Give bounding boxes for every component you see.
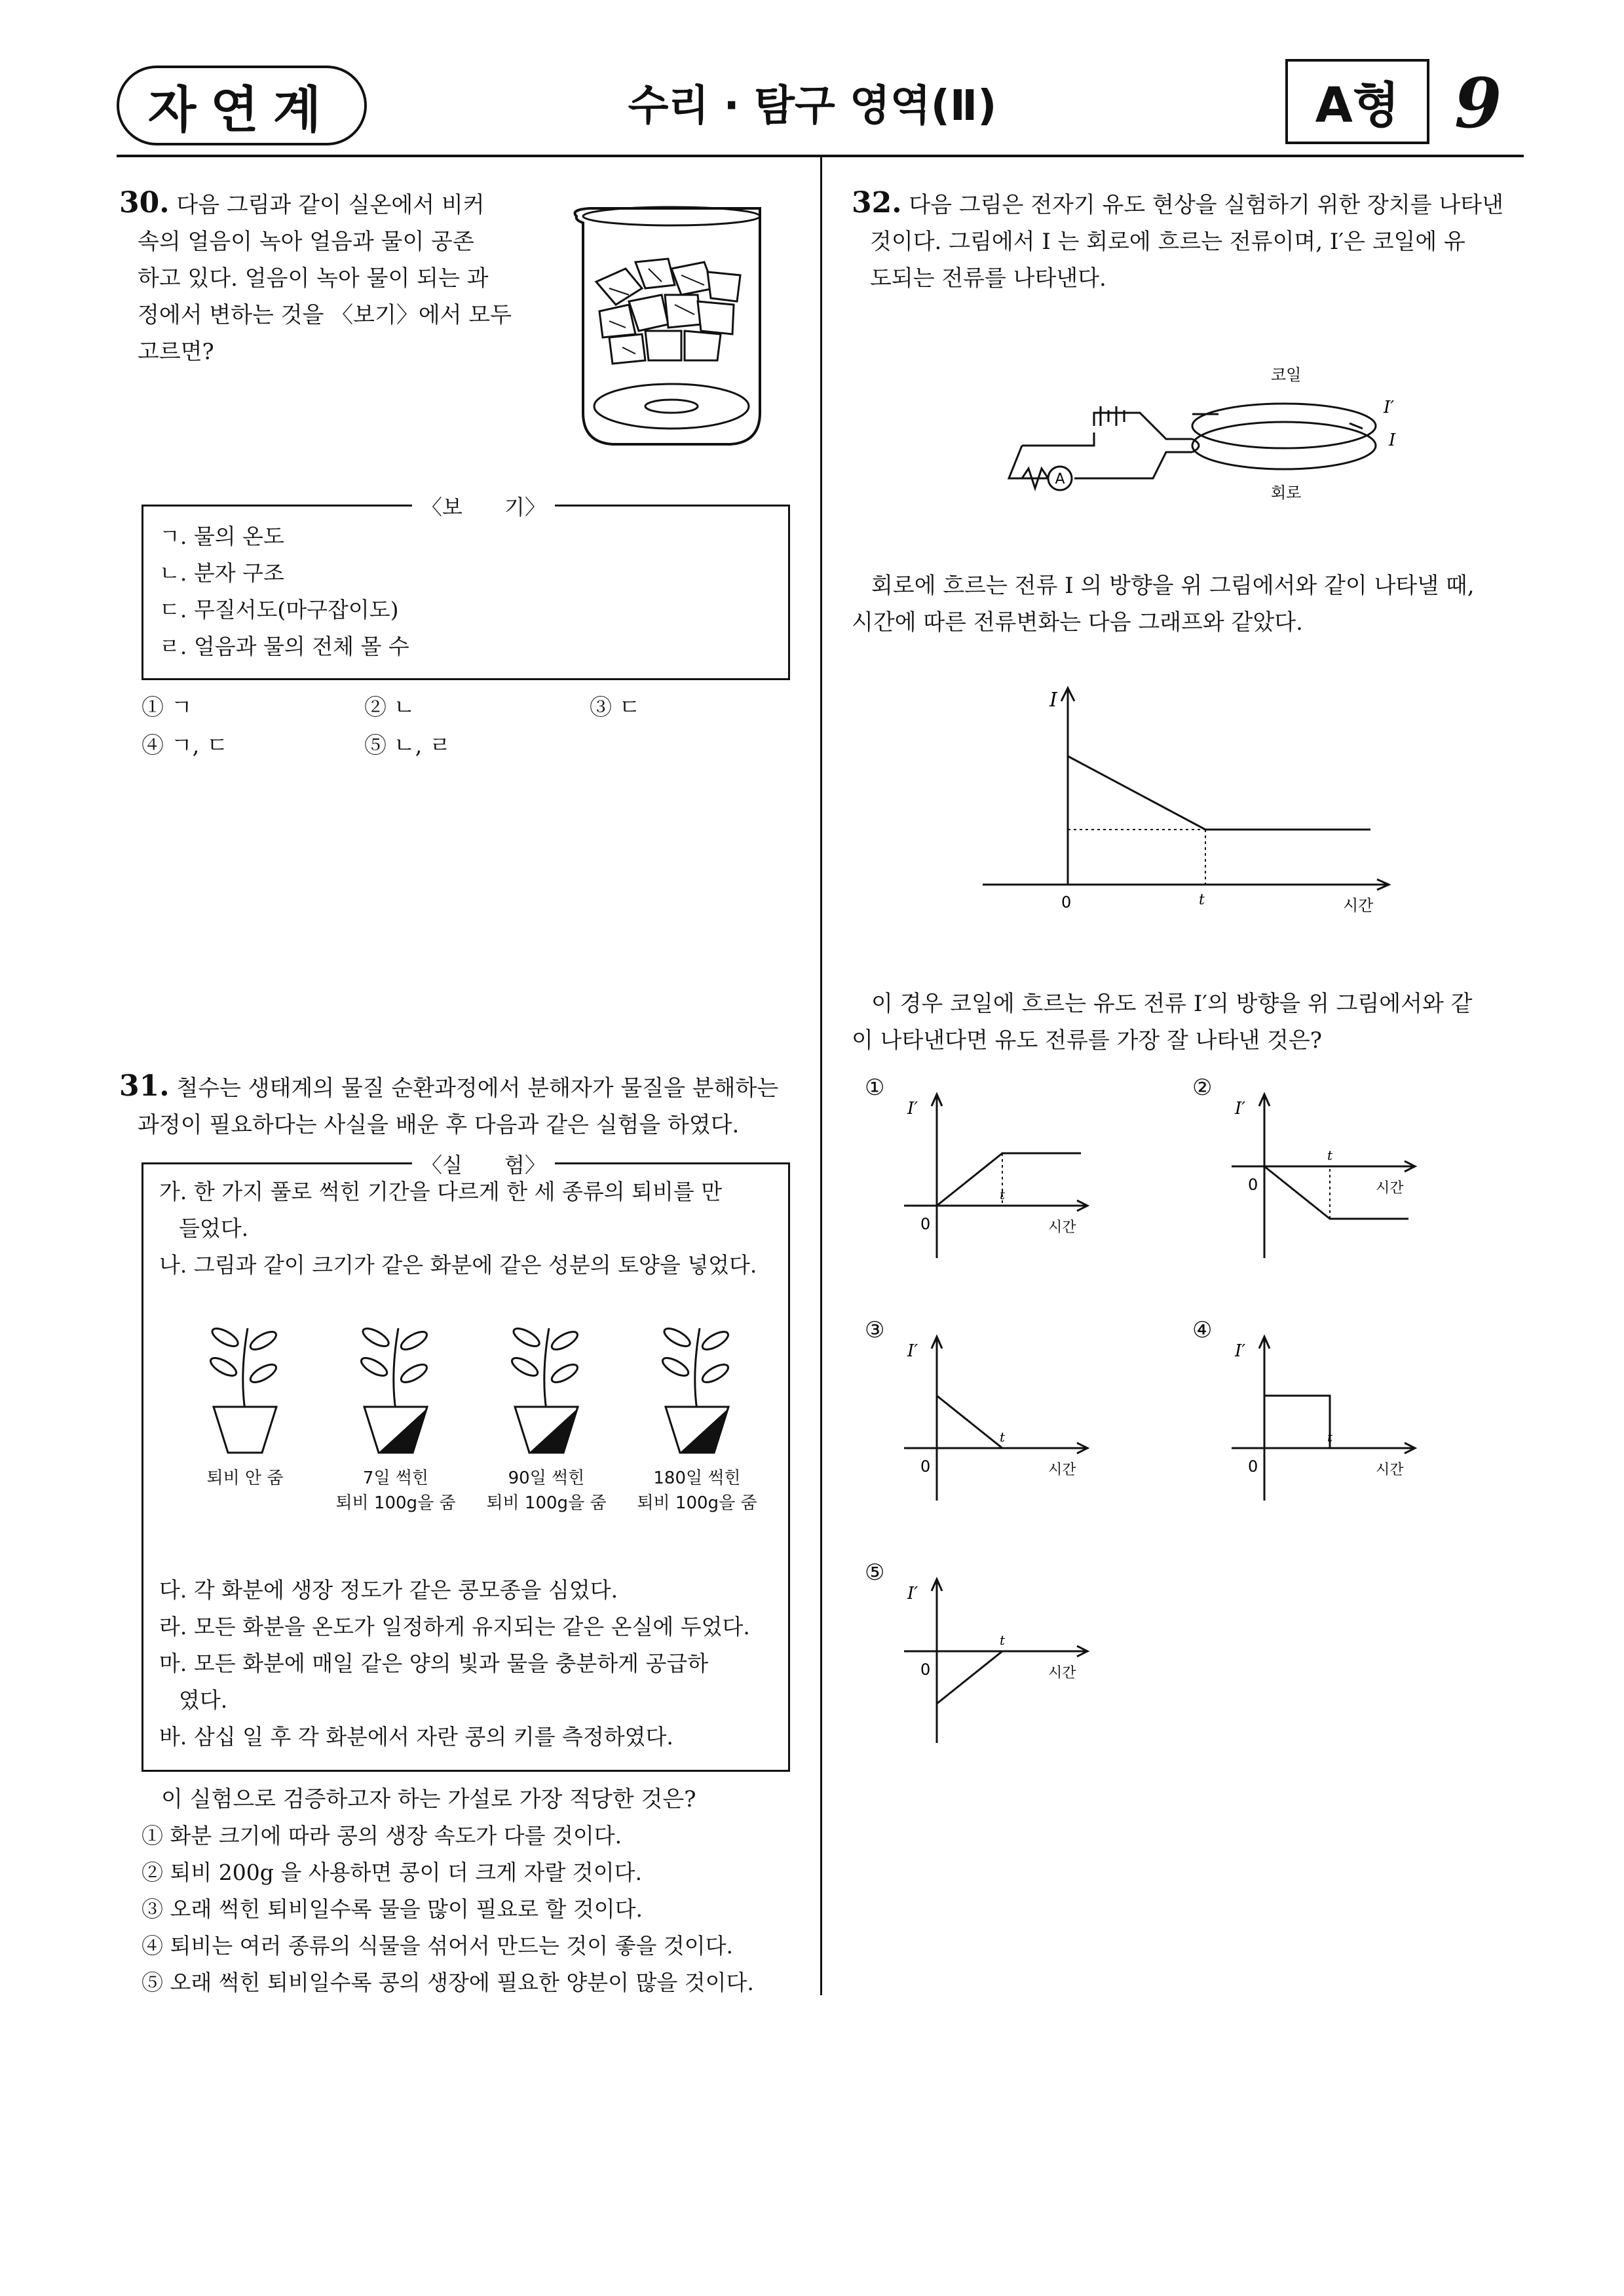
mini-t-label: t <box>1000 1632 1006 1648</box>
mini-origin: 0 <box>920 1660 931 1679</box>
q30-bogi-title: 〈보 기〉 <box>412 491 555 521</box>
question-31 <box>119 1068 814 1143</box>
q32-option-graph <box>891 1330 1114 1527</box>
exam-type-box: A형 <box>1285 59 1429 144</box>
pot-label-1: 퇴비 안 줌 <box>206 1468 284 1488</box>
pot-label-2: 7일 썩힌 퇴비 100g을 줌 <box>335 1468 456 1513</box>
pot-plant-2 <box>359 1325 430 1453</box>
q32-option-graph <box>891 1088 1114 1284</box>
q31-step: 나. 그림과 같이 크기가 같은 화분에 같은 성분의 토양을 넣었다. <box>159 1252 757 1278</box>
q30-line: 다음 그림과 같이 실온에서 비커 <box>176 192 485 218</box>
q30-bogi-item: ㄱ. 물의 온도 <box>159 524 284 549</box>
mini-origin: 0 <box>1248 1176 1258 1194</box>
page-number: 9 <box>1454 63 1502 144</box>
q30-bogi-item: ㄷ. 무질서도(마구잡이도) <box>159 597 399 622</box>
q31-number: 31. <box>119 1069 170 1103</box>
q32-option-graph <box>1218 1330 1441 1527</box>
circuit-label: 회로 <box>1271 484 1302 502</box>
i-label: I <box>1389 430 1396 450</box>
q31-step: 라. 모든 화분을 온도가 일정하게 유지되는 같은 온실에 두었다. <box>159 1614 750 1639</box>
q31-step: 들었다. <box>179 1215 249 1241</box>
beaker-illustration <box>563 197 780 452</box>
q32-option-label: ⑤ <box>865 1559 885 1586</box>
q30-option-2[interactable]: ② ㄴ <box>364 695 415 721</box>
mini-xlabel: 시간 <box>1376 1462 1404 1478</box>
q31-question: 이 실험으로 검증하고자 하는 가설로 가장 적당한 것은? <box>161 1786 696 1812</box>
q30-stem <box>119 185 538 370</box>
q31-option-2[interactable]: ② 퇴비 200g 을 사용하면 콩이 더 크게 자랄 것이다. <box>142 1860 642 1885</box>
q32-option-label: ③ <box>865 1317 885 1343</box>
pot-figure <box>170 1315 772 1531</box>
main-xlabel: 시간 <box>1343 896 1374 915</box>
pot-label-3: 90일 썩힌 퇴비 100g을 줌 <box>486 1468 607 1513</box>
mini-ylabel: I′ <box>1235 1099 1246 1119</box>
q30-option-1[interactable]: ① ㄱ <box>142 695 193 721</box>
q32-option-graph <box>891 1573 1114 1769</box>
q31-option-3[interactable]: ③ 오래 썩힌 퇴비일수록 물을 많이 필요로 할 것이다. <box>142 1896 643 1922</box>
q30-line: 하고 있다. 얼음이 녹아 물이 되는 과 <box>138 265 489 292</box>
mini-ylabel: I′ <box>907 1099 918 1119</box>
q30-number: 30. <box>119 186 170 220</box>
mini-origin: 0 <box>920 1457 931 1476</box>
question-32 <box>852 185 1533 297</box>
coil-label: 코일 <box>1271 366 1302 384</box>
q31-step: 마. 모든 화분에 매일 같은 양의 빛과 물을 충분하게 공급하 <box>159 1651 709 1676</box>
mini-xlabel: 시간 <box>1048 1219 1076 1236</box>
q30-bogi-item: ㄴ. 분자 구조 <box>159 560 284 586</box>
q32-line: 도되는 전류를 나타낸다. <box>870 265 1106 292</box>
mini-ylabel: I′ <box>907 1584 918 1603</box>
main-current-line <box>1068 756 1370 830</box>
q32-option-label: ① <box>865 1075 885 1101</box>
q32-text3: 이 경우 코일에 흐르는 유도 전류 I′의 방향을 위 그림에서와 같 이 나타낸다면 유도 전류를 가장 잘 나타낸 것은? <box>852 991 1473 1054</box>
q31-line: 철수는 생태계의 물질 순환과정에서 분해자가 물질을 분해하는 <box>176 1075 779 1101</box>
q31-line: 과정이 필요하다는 사실을 배운 후 다음과 같은 실험을 하였다. <box>138 1112 740 1138</box>
q31-step: 였다. <box>179 1687 228 1713</box>
q31-experiment-title: 〈실 험〉 <box>412 1149 555 1179</box>
mini-xlabel: 시간 <box>1376 1180 1404 1196</box>
q30-bogi-box <box>142 495 790 680</box>
q31-step: 다. 각 화분에 생장 정도가 같은 콩모종을 심었다. <box>159 1577 618 1603</box>
induction-apparatus <box>996 360 1415 511</box>
question-30 <box>119 185 538 370</box>
q31-option-4[interactable]: ④ 퇴비는 여러 종류의 식물을 섞어서 만드는 것이 좋을 것이다. <box>142 1933 733 1959</box>
q30-line: 고르면? <box>138 339 214 365</box>
main-t-label: t <box>1199 892 1205 908</box>
q30-option-3[interactable]: ③ ㄷ <box>590 695 641 721</box>
mini-ylabel: I′ <box>1235 1341 1246 1361</box>
q30-line: 정에서 변하는 것을 〈보기〉에서 모두 <box>138 302 512 328</box>
main-current-graph <box>976 675 1395 937</box>
pot-plant-1 <box>208 1325 279 1453</box>
q31-step: 가. 한 가지 풀로 썩힌 기간을 다르게 한 세 종류의 퇴비를 만 <box>159 1179 723 1204</box>
mini-t-label: t <box>1000 1187 1006 1202</box>
mini-t-label: t <box>1000 1429 1006 1445</box>
mini-series-line <box>937 1396 1002 1448</box>
q30-bogi-item: ㄹ. 얼음과 물의 전체 몰 수 <box>159 634 409 659</box>
q31-option-1[interactable]: ① 화분 크기에 따라 콩의 생장 속도가 다를 것이다. <box>142 1823 622 1848</box>
mini-ylabel: I′ <box>907 1341 918 1361</box>
pot-plant-3 <box>510 1325 580 1453</box>
q31-experiment-box <box>142 1153 790 1772</box>
q32-number: 32. <box>852 186 902 220</box>
mini-xlabel: 시간 <box>1048 1462 1076 1478</box>
q31-step: 바. 삼십 일 후 각 화분에서 자란 콩의 키를 측정하였다. <box>159 1724 673 1750</box>
q30-option-5[interactable]: ⑤ ㄴ, ㄹ <box>364 733 451 759</box>
mini-xlabel: 시간 <box>1048 1665 1076 1681</box>
mini-series-line <box>1264 1396 1330 1448</box>
main-ylabel: I <box>1049 689 1057 712</box>
q30-option-4[interactable]: ④ ㄱ, ㄷ <box>142 733 229 759</box>
mini-origin: 0 <box>1248 1457 1258 1476</box>
mini-series-line <box>937 1153 1081 1206</box>
pot-plant-illustration <box>170 1315 772 1459</box>
q32-option-graph <box>1218 1088 1441 1284</box>
q32-text2: 회로에 흐르는 전류 I 의 방향을 위 그림에서와 같이 나타낼 때, 시간에 따른 전류변화는 다음 그래프와 같았다. <box>852 573 1475 636</box>
pot-label-4: 180일 썩힌 퇴비 100g을 줌 <box>637 1468 757 1513</box>
q32-option-label: ② <box>1192 1075 1213 1101</box>
mini-t-label: t <box>1327 1147 1333 1163</box>
q32-line: 다음 그림은 전자기 유도 현상을 실험하기 위한 장치를 나타낸 <box>909 192 1503 218</box>
main-origin: 0 <box>1061 893 1072 911</box>
i-prime-label: I′ <box>1384 398 1395 417</box>
mini-t-label: t <box>1327 1429 1333 1445</box>
ammeter-label: A <box>1055 471 1065 488</box>
mini-origin: 0 <box>920 1215 931 1233</box>
category-badge: 자연계 <box>117 66 367 145</box>
page-title: 수리 · 탐구 영역(Ⅱ) <box>628 82 997 130</box>
column-divider <box>820 157 822 1995</box>
pot-plant-4 <box>660 1325 731 1453</box>
q32-option-label: ④ <box>1192 1317 1213 1343</box>
q32-line: 것이다. 그림에서 I 는 회로에 흐르는 전류이며, I′은 코일에 유 <box>870 229 1465 255</box>
q30-line: 속의 얼음이 녹아 얼음과 물이 공존 <box>138 229 474 255</box>
q31-option-5[interactable]: ⑤ 오래 썩힌 퇴비일수록 콩의 생장에 필요한 양분이 많을 것이다. <box>142 1970 754 1995</box>
